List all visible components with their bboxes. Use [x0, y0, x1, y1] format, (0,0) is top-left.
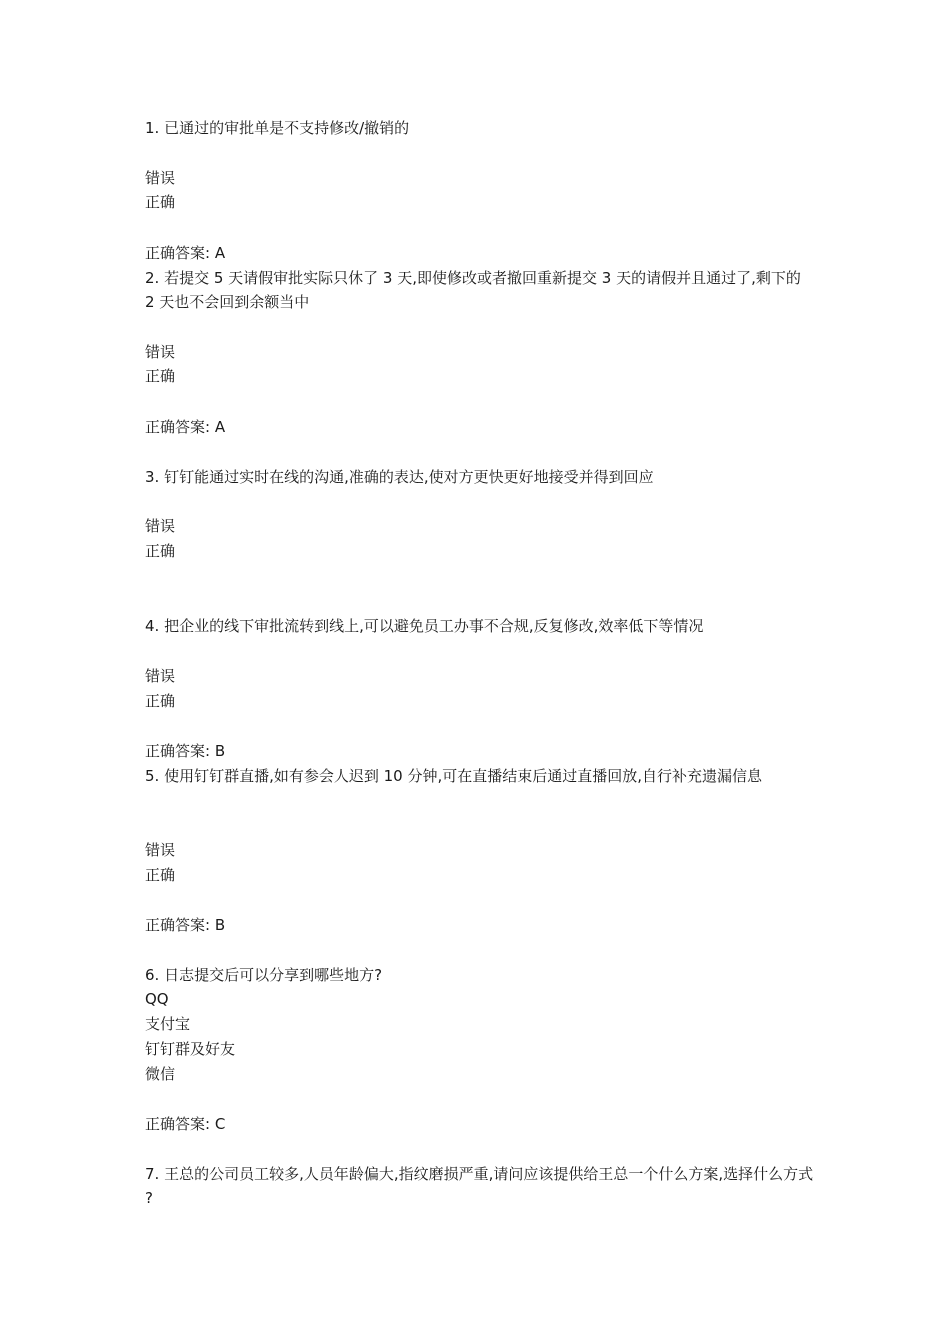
- question-6-text: 6. 日志提交后可以分享到哪些地方?: [145, 966, 383, 984]
- question-2-option-b: 正确: [145, 367, 176, 385]
- question-6-option-a: QQ: [145, 990, 169, 1008]
- question-5-answer: 正确答案: B: [145, 916, 226, 934]
- question-2-text: 2. 若提交 5 天请假审批实际只休了 3 天,即使修改或者撤回重新提交 3 天的请假并且通过了,剩下的 2 天也不会回到余额当中: [145, 269, 801, 311]
- question-6-option-c: 钉钉群及好友: [145, 1040, 236, 1058]
- question-1-option-a: 错误: [145, 169, 176, 187]
- question-4-answer: 正确答案: B: [145, 742, 226, 760]
- question-1-text: 1. 已通过的审批单是不支持修改/撤销的: [145, 119, 410, 137]
- question-6-option-d: 微信: [145, 1065, 176, 1083]
- question-6-option-b: 支付宝: [145, 1015, 191, 1033]
- question-1-answer: 正确答案: A: [145, 244, 226, 262]
- question-7-text: 7. 王总的公司员工较多,人员年龄偏大,指纹磨损严重,请问应该提供给王总一个什么方案,选择什么方式 ?: [145, 1165, 814, 1207]
- question-3-text: 3. 钉钉能通过实时在线的沟通,准确的表达,使对方更快更好地接受并得到回应: [145, 468, 654, 486]
- question-5-option-a: 错误: [145, 841, 176, 859]
- question-2-option-a: 错误: [145, 343, 176, 361]
- question-4-option-a: 错误: [145, 667, 176, 685]
- question-5-option-b: 正确: [145, 866, 176, 884]
- question-2-answer: 正确答案: A: [145, 418, 226, 436]
- question-3-option-b: 正确: [145, 542, 176, 560]
- question-3-option-a: 错误: [145, 517, 176, 535]
- question-6-answer: 正确答案: C: [145, 1115, 226, 1133]
- question-5-text: 5. 使用钉钉群直播,如有参会人迟到 10 分钟,可在直播结束后通过直播回放,自行补充遗漏信息: [145, 767, 763, 785]
- question-1-option-b: 正确: [145, 193, 176, 211]
- question-4-option-b: 正确: [145, 692, 176, 710]
- question-4-text: 4. 把企业的线下审批流转到线上,可以避免员工办事不合规,反复修改,效率低下等情况: [145, 617, 704, 635]
